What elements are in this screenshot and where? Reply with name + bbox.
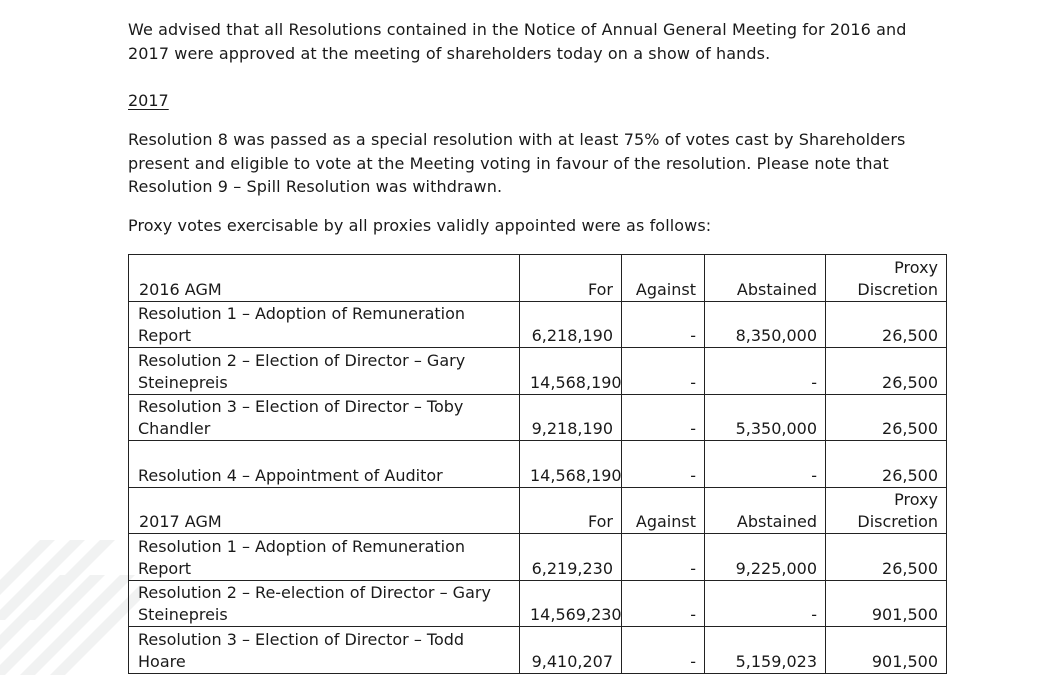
table-row <box>129 301 947 348</box>
table-row <box>129 348 947 395</box>
header-for: For <box>520 255 622 302</box>
abstained-cell: 5,159,023 <box>705 627 826 674</box>
proxy-cell: 26,500 <box>826 394 947 441</box>
table-row <box>129 580 947 627</box>
proxy-cell: 26,500 <box>826 441 947 488</box>
for-cell: 9,410,207 <box>520 627 622 674</box>
header-proxy-discretion <box>826 487 947 534</box>
for-cell: 9,218,190 <box>520 394 622 441</box>
header-against: Against <box>622 487 705 534</box>
header-proxy-line2: Discretion <box>857 512 938 531</box>
resolution-note-paragraph: Resolution 8 was passed as a special resolution with at least 75% of votes cast by Shareholders present and eligible to vote at the Meeting voting in favour of the resolution. Please note that Resolution 9 – Spill Resolution was withdrawn. <box>128 130 906 196</box>
proxy-cell: 26,500 <box>826 534 947 581</box>
against-cell: - <box>622 394 705 441</box>
abstained-cell: 5,350,000 <box>705 394 826 441</box>
table-row <box>129 441 947 488</box>
header-proxy-line1: Proxy <box>894 257 938 277</box>
against-cell: - <box>622 627 705 674</box>
resolution-cell: Resolution 1 – Adoption of Remuneration Report <box>129 534 520 581</box>
year-heading: 2017 <box>128 91 169 110</box>
proxy-cell: 26,500 <box>826 301 947 348</box>
proxy-intro-paragraph: Proxy votes exercisable by all proxies validly appointed were as follows: <box>128 216 712 235</box>
abstained-cell: - <box>705 441 826 488</box>
for-cell: 14,568,190 <box>520 441 622 488</box>
resolution-cell: Resolution 2 – Election of Director – Gary Steinepreis <box>129 348 520 395</box>
proxy-cell: 26,500 <box>826 348 947 395</box>
table-row <box>129 394 947 441</box>
header-abstained: Abstained <box>705 487 826 534</box>
resolution-cell: Resolution 2 – Re-election of Director – Gary Steinepreis <box>129 580 520 627</box>
intro-paragraph: We advised that all Resolutions contained in the Notice of Annual General Meeting for 2016 and 2017 were approved at the meeting of shareholders today on a show of hands. <box>128 20 907 63</box>
table-header-row-2016 <box>129 255 947 302</box>
resolution-cell: Resolution 1 – Adoption of Remuneration Report <box>129 301 520 348</box>
header-against: Against <box>622 255 705 302</box>
header-proxy-line2: Discretion <box>857 279 938 299</box>
against-cell: - <box>622 580 705 627</box>
proxy-cell: 901,500 <box>826 627 947 674</box>
abstained-cell: - <box>705 580 826 627</box>
resolution-cell: Resolution 4 – Appointment of Auditor <box>129 441 520 488</box>
table-row <box>129 627 947 674</box>
header-proxy-line1: Proxy <box>894 490 938 509</box>
section-label: 2017 AGM <box>129 487 520 534</box>
table-row <box>129 534 947 581</box>
against-cell: - <box>622 441 705 488</box>
resolution-cell: Resolution 3 – Election of Director – Toby Chandler <box>129 394 520 441</box>
table-header-row-2017 <box>129 487 947 534</box>
abstained-cell: 9,225,000 <box>705 534 826 581</box>
resolution-cell: Resolution 3 – Election of Director – Todd Hoare <box>129 627 520 674</box>
watermark-graphic <box>0 470 140 675</box>
header-abstained: Abstained <box>705 255 826 302</box>
against-cell: - <box>622 534 705 581</box>
for-cell: 14,569,230 <box>520 580 622 627</box>
against-cell: - <box>622 301 705 348</box>
section-label: 2016 AGM <box>129 255 520 302</box>
for-cell: 6,218,190 <box>520 301 622 348</box>
proxy-votes-table <box>128 254 947 674</box>
header-proxy-discretion <box>826 255 947 302</box>
for-cell: 14,568,190 <box>520 348 622 395</box>
against-cell: - <box>622 348 705 395</box>
for-cell: 6,219,230 <box>520 534 622 581</box>
header-for: For <box>520 487 622 534</box>
abstained-cell: 8,350,000 <box>705 301 826 348</box>
abstained-cell: - <box>705 348 826 395</box>
proxy-cell: 901,500 <box>826 580 947 627</box>
